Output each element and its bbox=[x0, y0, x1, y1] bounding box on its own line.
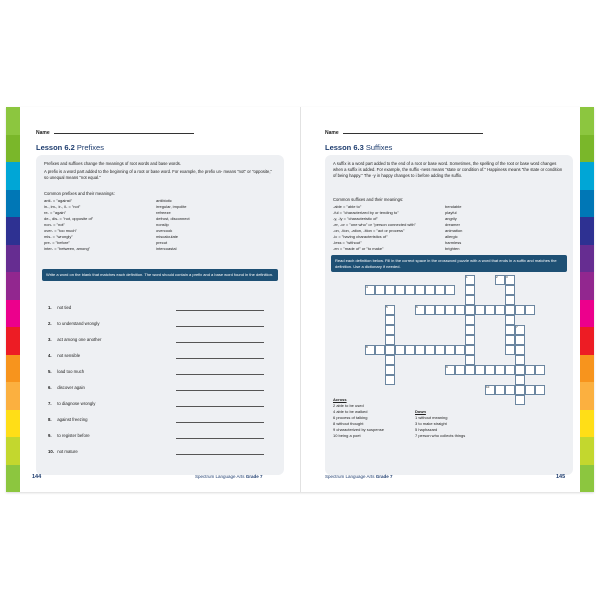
affix-meaning: -ful = "characterized by or tending to" bbox=[333, 210, 399, 215]
left-color-edge bbox=[6, 107, 20, 492]
crossword-cell[interactable] bbox=[465, 295, 475, 305]
crossword-cell[interactable] bbox=[385, 375, 395, 385]
item-number: 1. bbox=[48, 305, 52, 310]
page-number: 144 bbox=[32, 474, 42, 480]
crossword-number: 4 bbox=[366, 284, 368, 289]
definition-item bbox=[48, 369, 278, 377]
crossword-cell[interactable] bbox=[475, 305, 485, 315]
crossword-cell[interactable] bbox=[505, 295, 515, 305]
down-clue: 5 haphazard bbox=[415, 427, 438, 432]
lesson-panel bbox=[325, 155, 573, 475]
edge-stripe bbox=[580, 135, 594, 163]
edge-stripe bbox=[580, 162, 594, 190]
item-definition: against freezing bbox=[56, 417, 88, 422]
crossword-number: 5 bbox=[386, 304, 388, 309]
crossword-cell[interactable] bbox=[455, 365, 465, 375]
edge-stripe bbox=[580, 190, 594, 218]
crossword-cell[interactable] bbox=[395, 345, 405, 355]
crossword-number: 1 bbox=[466, 274, 468, 279]
affix-example: dreamer bbox=[445, 222, 460, 227]
affix-row bbox=[333, 246, 569, 252]
edge-stripe bbox=[6, 437, 20, 465]
item-number: 9. bbox=[48, 433, 52, 438]
answer-blank[interactable] bbox=[176, 374, 264, 375]
affix-meaning: -able = "able to" bbox=[333, 204, 362, 209]
crossword-cell[interactable] bbox=[395, 285, 405, 295]
answer-blank[interactable] bbox=[176, 310, 264, 311]
item-number: 3. bbox=[48, 337, 52, 342]
crossword-cell[interactable] bbox=[385, 355, 395, 365]
crossword-cell[interactable] bbox=[435, 305, 445, 315]
crossword-cell[interactable] bbox=[455, 345, 465, 355]
across-clue: 4 able to be walked bbox=[333, 409, 368, 414]
crossword-cell[interactable] bbox=[465, 315, 475, 325]
affix-meaning: -on, -tion, -ation, -ition = "act or process" bbox=[333, 228, 405, 233]
crossword-cell[interactable] bbox=[505, 285, 515, 295]
across-clue: 6 process of talking bbox=[333, 415, 368, 420]
item-definition: not tied bbox=[56, 305, 72, 310]
item-number: 6. bbox=[48, 385, 52, 390]
item-definition: not sensible bbox=[56, 353, 81, 358]
affix-row bbox=[44, 246, 280, 252]
affix-meaning: de-, dis- = "not, opposite of" bbox=[44, 216, 94, 221]
affix-example: miscalculate bbox=[156, 234, 179, 239]
edge-stripe bbox=[6, 272, 20, 300]
affix-example: allergic bbox=[445, 234, 458, 239]
lesson-title bbox=[36, 143, 104, 152]
item-number: 2. bbox=[48, 321, 52, 326]
edge-stripe bbox=[580, 355, 594, 383]
edge-stripe bbox=[580, 217, 594, 245]
crossword-number: 10 bbox=[486, 384, 490, 389]
right-page bbox=[303, 107, 580, 492]
footer-series: Spectrum Language Arts bbox=[195, 474, 245, 479]
crossword-cell[interactable] bbox=[385, 365, 395, 375]
edge-stripe bbox=[580, 245, 594, 273]
definition-item bbox=[48, 385, 278, 393]
name-blank[interactable] bbox=[54, 129, 194, 134]
edge-stripe bbox=[6, 465, 20, 493]
crossword-cell[interactable] bbox=[425, 345, 435, 355]
definition-item bbox=[48, 433, 278, 441]
edge-stripe bbox=[580, 410, 594, 438]
edge-stripe bbox=[6, 410, 20, 438]
down-clue: 3 to make straight bbox=[415, 421, 447, 426]
crossword-cell[interactable] bbox=[495, 385, 505, 395]
footer-grade: Grade 7 bbox=[245, 474, 263, 479]
crossword-cell[interactable] bbox=[495, 365, 505, 375]
crossword-cell[interactable] bbox=[375, 345, 385, 355]
crossword-cell[interactable] bbox=[455, 305, 465, 315]
prefix-list bbox=[44, 198, 280, 252]
crossword-cell[interactable] bbox=[415, 345, 425, 355]
item-number: 5. bbox=[48, 369, 52, 374]
affix-example: overcook bbox=[156, 228, 173, 233]
edge-stripe bbox=[6, 135, 20, 163]
name-blank[interactable] bbox=[343, 129, 483, 134]
crossword-number: 7 bbox=[516, 324, 518, 329]
edge-stripe bbox=[6, 355, 20, 383]
crossword-cell[interactable] bbox=[435, 285, 445, 295]
affix-meaning: inter- = "between, among" bbox=[44, 246, 91, 251]
intro-text bbox=[333, 161, 565, 181]
affix-example: bendable bbox=[445, 204, 462, 209]
left-page bbox=[20, 107, 301, 492]
crossword-cell[interactable] bbox=[505, 335, 515, 345]
crossword-cell[interactable] bbox=[505, 365, 515, 375]
name-label: Name bbox=[36, 130, 50, 136]
crossword-cell[interactable] bbox=[525, 305, 535, 315]
affix-meaning: pre- = "before" bbox=[44, 240, 70, 245]
answer-blank[interactable] bbox=[176, 422, 264, 423]
affix-meaning: -er, -or = "one who" or "person connected with" bbox=[333, 222, 416, 227]
edge-stripe bbox=[6, 245, 20, 273]
crossword-cell[interactable] bbox=[465, 355, 475, 365]
affix-meaning: re- = "again" bbox=[44, 210, 67, 215]
affix-meaning: -en = "made of" or "to make" bbox=[333, 246, 384, 251]
right-color-edge bbox=[580, 107, 594, 492]
intro-paragraph-2: A prefix is a word part added to the beginning of a root or base word. For example, the prefix un- means "not" or "opposite," so unequal means "not equal." bbox=[44, 169, 273, 180]
crossword-cell[interactable] bbox=[505, 315, 515, 325]
across-clues bbox=[333, 397, 413, 439]
answer-blank[interactable] bbox=[176, 342, 264, 343]
answer-blank[interactable] bbox=[176, 326, 264, 327]
down-heading: Down bbox=[415, 409, 426, 414]
crossword-cell[interactable] bbox=[385, 345, 395, 355]
page-footer bbox=[325, 474, 393, 479]
across-clue: 10 being a poet bbox=[333, 433, 361, 438]
affix-meaning: -ic = "having characteristics of" bbox=[333, 234, 388, 239]
across-clue: 8 without thought bbox=[333, 421, 364, 426]
item-definition: to diagnose wrongly bbox=[56, 401, 96, 406]
across-clue: 9 characterized by suspense bbox=[333, 427, 384, 432]
name-field bbox=[325, 129, 483, 136]
crossword-cell[interactable] bbox=[525, 385, 535, 395]
item-definition: act among one another bbox=[56, 337, 102, 342]
crossword-number: 6 bbox=[416, 304, 418, 309]
edge-stripe bbox=[6, 300, 20, 328]
edge-stripe bbox=[580, 300, 594, 328]
lesson-name: Prefixes bbox=[76, 143, 104, 152]
page-footer bbox=[195, 474, 263, 479]
crossword-cell[interactable] bbox=[465, 335, 475, 345]
affix-example: refreeze bbox=[156, 210, 171, 215]
lesson-name: Suffixes bbox=[365, 143, 393, 152]
crossword-cell[interactable] bbox=[445, 305, 455, 315]
affix-example: angrily bbox=[445, 216, 457, 221]
crossword-cell[interactable] bbox=[515, 335, 525, 345]
crossword-cell[interactable] bbox=[505, 325, 515, 335]
answer-blank[interactable] bbox=[176, 438, 264, 439]
item-definition: load too much bbox=[56, 369, 85, 374]
intro-text bbox=[44, 161, 276, 183]
crossword-cell[interactable] bbox=[515, 305, 525, 315]
lesson-panel bbox=[36, 155, 284, 475]
definition-item bbox=[48, 449, 278, 457]
down-clues bbox=[415, 409, 535, 439]
answer-blank[interactable] bbox=[176, 454, 264, 455]
item-definition: to understand wrongly bbox=[56, 321, 100, 326]
affix-example: defrost, disconnect bbox=[156, 216, 190, 221]
affix-example: brighten bbox=[445, 246, 460, 251]
crossword-cell[interactable] bbox=[375, 285, 385, 295]
intro-paragraph-1: A suffix is a word part added to the end of a root or base word. Sometimes, the spelling of the root or base word changes when a suffix is added. For example, the suffix -ness means "state or condition of." Happiness means "the state or condition of being happy." The -y in happy changes to i before adding the suffix. bbox=[333, 161, 563, 178]
affix-example: intercoastal bbox=[156, 246, 177, 251]
edge-stripe bbox=[6, 162, 20, 190]
footer-series: Spectrum Language Arts bbox=[325, 474, 375, 479]
answer-blank[interactable] bbox=[176, 390, 264, 391]
item-definition: to register before bbox=[56, 433, 90, 438]
crossword-cell[interactable] bbox=[525, 365, 535, 375]
affix-meaning: in-, im-, ir-, il- = "not" bbox=[44, 204, 81, 209]
crossword-cell[interactable] bbox=[385, 325, 395, 335]
intro-paragraph-1: Prefixes and suffixes change the meanings of root words and base words. bbox=[44, 161, 182, 166]
crossword-cell[interactable] bbox=[445, 285, 455, 295]
instruction-box: Read each definition below. Fill in the correct space in the crossword puzzle with a word that ends in a suffix and matches the definition. Use a dictionary if needed. bbox=[331, 255, 567, 272]
answer-blank[interactable] bbox=[176, 358, 264, 359]
crossword-cell[interactable] bbox=[475, 365, 485, 375]
affix-meaning: -less = "without" bbox=[333, 240, 362, 245]
crossword-cell[interactable] bbox=[425, 305, 435, 315]
crossword-cell[interactable] bbox=[515, 365, 525, 375]
crossword-number: 3 bbox=[506, 274, 508, 279]
crossword-cell[interactable] bbox=[515, 385, 525, 395]
affix-example: harmless bbox=[445, 240, 462, 245]
affix-example: animation bbox=[445, 228, 463, 233]
affix-example: antibiotic bbox=[156, 198, 172, 203]
crossword-cell[interactable] bbox=[405, 285, 415, 295]
item-number: 8. bbox=[48, 417, 52, 422]
affix-example: irregular, impolite bbox=[156, 204, 187, 209]
lesson-title bbox=[325, 143, 392, 152]
crossword-cell[interactable] bbox=[385, 315, 395, 325]
crossword-cell[interactable] bbox=[415, 285, 425, 295]
affix-meaning: over- = "too much" bbox=[44, 228, 77, 233]
crossword-cell[interactable] bbox=[515, 355, 525, 365]
crossword-cell[interactable] bbox=[515, 375, 525, 385]
down-clue: 1 without meaning bbox=[415, 415, 448, 420]
edge-stripe bbox=[6, 327, 20, 355]
crossword-cell[interactable] bbox=[485, 365, 495, 375]
definition-item bbox=[48, 321, 278, 329]
crossword-cell[interactable] bbox=[535, 365, 545, 375]
crossword-cell[interactable] bbox=[425, 285, 435, 295]
edge-stripe bbox=[580, 327, 594, 355]
crossword-cell[interactable] bbox=[435, 345, 445, 355]
crossword-cell[interactable] bbox=[465, 325, 475, 335]
crossword-cell[interactable] bbox=[385, 285, 395, 295]
name-field bbox=[36, 129, 194, 136]
item-definition: not mature bbox=[56, 449, 78, 454]
lesson-number: Lesson 6.2 bbox=[36, 143, 75, 152]
crossword-cell[interactable] bbox=[465, 305, 475, 315]
crossword-number: 8 bbox=[366, 344, 368, 349]
crossword-cell[interactable] bbox=[465, 365, 475, 375]
crossword-cell[interactable] bbox=[535, 385, 545, 395]
crossword-cell[interactable] bbox=[445, 345, 455, 355]
across-heading: Across bbox=[333, 397, 347, 402]
page-number: 145 bbox=[556, 474, 566, 480]
edge-stripe bbox=[6, 190, 20, 218]
item-definition: discover again bbox=[56, 385, 85, 390]
definition-item bbox=[48, 353, 278, 361]
affix-example: precut bbox=[156, 240, 168, 245]
edge-stripe bbox=[580, 437, 594, 465]
common-affixes-title: Common prefixes and their meanings: bbox=[44, 191, 115, 196]
suffix-list bbox=[333, 204, 569, 252]
affix-meaning: mis- = "wrongly" bbox=[44, 234, 73, 239]
affix-example: nonslip bbox=[156, 222, 169, 227]
down-clue: 7 person who collects things bbox=[415, 433, 466, 438]
answer-blank[interactable] bbox=[176, 406, 264, 407]
affix-meaning: non- = "not" bbox=[44, 222, 65, 227]
common-affixes-title: Common suffixes and their meanings: bbox=[333, 197, 404, 202]
crossword-cell[interactable] bbox=[515, 345, 525, 355]
crossword-cell[interactable] bbox=[505, 305, 515, 315]
affix-meaning: -y, -ly = "characteristic of" bbox=[333, 216, 378, 221]
affix-meaning: anti- = "against" bbox=[44, 198, 73, 203]
edge-stripe bbox=[580, 465, 594, 493]
instruction-box: Write a word on the blank that matches each definition. The word should contain a prefix and a base word found in the definition. bbox=[42, 269, 278, 281]
item-number: 4. bbox=[48, 353, 52, 358]
definition-item bbox=[48, 417, 278, 425]
name-label: Name bbox=[325, 130, 339, 136]
definition-item bbox=[48, 305, 278, 313]
crossword-cell[interactable] bbox=[485, 305, 495, 315]
edge-stripe bbox=[580, 272, 594, 300]
edge-stripe bbox=[6, 107, 20, 135]
crossword-cell[interactable] bbox=[465, 345, 475, 355]
edge-stripe bbox=[6, 382, 20, 410]
crossword-number: 9 bbox=[446, 364, 448, 369]
lesson-number: Lesson 6.3 bbox=[325, 143, 364, 152]
crossword-cell[interactable] bbox=[515, 395, 525, 405]
definition-item bbox=[48, 337, 278, 345]
workbook-spread bbox=[6, 107, 594, 492]
crossword-number: 2 bbox=[496, 274, 498, 279]
crossword-cell[interactable] bbox=[385, 335, 395, 345]
definition-item bbox=[48, 401, 278, 409]
footer-grade: Grade 7 bbox=[375, 474, 393, 479]
affix-example: playful bbox=[445, 210, 457, 215]
crossword-cell[interactable] bbox=[505, 345, 515, 355]
crossword-cell[interactable] bbox=[405, 345, 415, 355]
crossword-cell[interactable] bbox=[495, 305, 505, 315]
across-clue: 2 able to be used bbox=[333, 403, 364, 408]
crossword-cell[interactable] bbox=[505, 385, 515, 395]
edge-stripe bbox=[580, 107, 594, 135]
edge-stripe bbox=[6, 217, 20, 245]
crossword-cell[interactable] bbox=[465, 285, 475, 295]
edge-stripe bbox=[580, 382, 594, 410]
item-number: 10. bbox=[48, 449, 54, 454]
item-number: 7. bbox=[48, 401, 52, 406]
